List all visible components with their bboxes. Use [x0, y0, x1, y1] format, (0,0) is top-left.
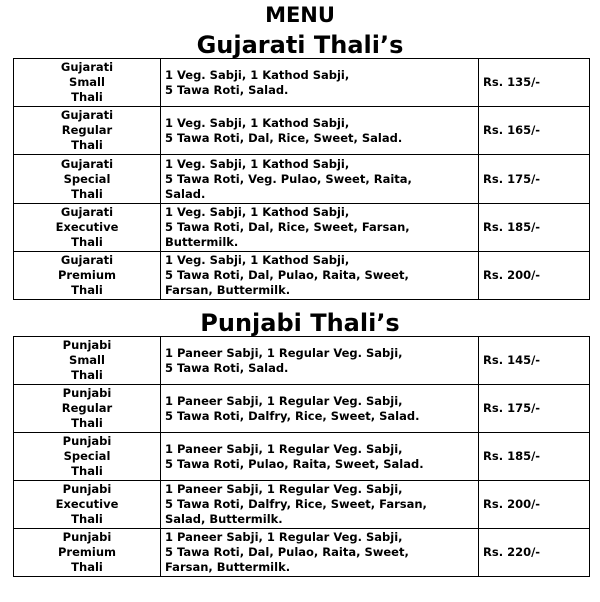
- thali-name: [14, 204, 161, 252]
- thali-name: [14, 433, 161, 481]
- thali-description-line: Farsan, Buttermilk.: [165, 283, 291, 297]
- thali-description-line: 5 Tawa Roti, Dalfry, Rice, Sweet, Salad.: [165, 408, 420, 423]
- thali-name: [14, 155, 161, 204]
- thali-name-line: Thali: [71, 464, 103, 478]
- thali-description-line: 5 Tawa Roti, Dal, Rice, Sweet, Salad.: [165, 130, 403, 145]
- thali-description: [161, 433, 479, 481]
- thali-name: [14, 529, 161, 577]
- thali-name-line: Thali: [71, 416, 103, 430]
- thali-price: Rs. 175/-: [479, 155, 590, 204]
- menu-row: [14, 107, 590, 155]
- thali-price: Rs. 145/-: [479, 337, 590, 385]
- thali-name-line: Punjabi: [62, 482, 112, 496]
- thali-description-line: Salad.: [165, 186, 206, 201]
- thali-price: Rs. 185/-: [479, 433, 590, 481]
- thali-name: [14, 385, 161, 433]
- thali-description-line: 5 Tawa Roti, Pulao, Raita, Sweet, Salad.: [165, 456, 424, 471]
- thali-description: [161, 59, 479, 107]
- thali-name-line: Punjabi: [62, 338, 112, 352]
- thali-description-line: 1 Paneer Sabji, 1 Regular Veg. Sabji,: [165, 441, 403, 456]
- thali-name-line: Executive: [55, 497, 119, 511]
- thali-description-line: 5 Tawa Roti, Dal, Pulao, Raita, Sweet,: [165, 268, 409, 282]
- thali-name: [14, 252, 161, 300]
- thali-name-line: Punjabi: [62, 530, 112, 544]
- thali-description-line: Farsan, Buttermilk.: [165, 560, 291, 574]
- thali-description-line: Salad, Buttermilk.: [165, 512, 283, 526]
- thali-price: Rs. 200/-: [479, 252, 590, 300]
- thali-description-line: 5 Tawa Roti, Dal, Rice, Sweet, Farsan,: [165, 220, 410, 234]
- thali-description-line: 1 Veg. Sabji, 1 Kathod Sabji,: [165, 205, 350, 219]
- thali-name-line: Regular: [61, 123, 113, 137]
- thali-name-line: Gujarati: [60, 156, 114, 171]
- thali-name-line: Thali: [71, 512, 103, 526]
- thali-description-line: 5 Tawa Roti, Dalfry, Rice, Sweet, Farsan,: [165, 497, 427, 511]
- thali-description-line: 5 Tawa Roti, Salad.: [165, 360, 289, 375]
- thali-name-line: Small: [69, 353, 105, 367]
- thali-description: [161, 107, 479, 155]
- thali-name-line: Thali: [71, 186, 103, 201]
- thali-name-line: Premium: [58, 268, 116, 282]
- thali-description: [161, 155, 479, 204]
- thali-name-line: Thali: [71, 283, 103, 297]
- thali-description-line: 5 Tawa Roti, Salad.: [165, 82, 289, 97]
- thali-name: [14, 59, 161, 107]
- thali-description: [161, 204, 479, 252]
- menu-row: [14, 433, 590, 481]
- thali-description-line: 1 Paneer Sabji, 1 Regular Veg. Sabji,: [165, 393, 403, 408]
- thali-name-line: Thali: [71, 368, 103, 382]
- thali-price: Rs. 135/-: [479, 59, 590, 107]
- thali-description-line: 1 Paneer Sabji, 1 Regular Veg. Sabji,: [165, 530, 403, 544]
- thali-name-line: Thali: [71, 138, 103, 152]
- gujarati-thali-table: [13, 58, 590, 300]
- menu-row: [14, 252, 590, 300]
- thali-description: [161, 385, 479, 433]
- thali-name: [14, 107, 161, 155]
- thali-description-line: Buttermilk.: [165, 235, 239, 249]
- thali-name: [14, 337, 161, 385]
- thali-name-line: Thali: [71, 235, 103, 249]
- thali-name-line: Special: [63, 449, 111, 463]
- thali-name-line: Punjabi: [62, 434, 112, 448]
- thali-name-line: Gujarati: [60, 205, 114, 219]
- thali-price: Rs. 220/-: [479, 529, 590, 577]
- thali-name: [14, 481, 161, 529]
- thali-name-line: Special: [63, 171, 111, 186]
- gujarati-thali-heading: Gujarati Thali’s: [196, 31, 404, 59]
- punjabi-thali-heading: Punjabi Thali’s: [200, 309, 400, 337]
- thali-name-line: Gujarati: [60, 108, 114, 122]
- menu-row: [14, 337, 590, 385]
- thali-name-line: Regular: [61, 401, 113, 415]
- thali-name-line: Gujarati: [60, 253, 114, 267]
- thali-description: [161, 529, 479, 577]
- thali-name-line: Thali: [71, 90, 103, 104]
- thali-description-line: 1 Veg. Sabji, 1 Kathod Sabji,: [165, 253, 350, 267]
- thali-description-line: 5 Tawa Roti, Veg. Pulao, Sweet, Raita,: [165, 171, 412, 186]
- thali-description-line: 1 Paneer Sabji, 1 Regular Veg. Sabji,: [165, 482, 403, 496]
- thali-name-line: Executive: [55, 220, 119, 234]
- menu-row: [14, 385, 590, 433]
- punjabi-thali-table: [13, 336, 590, 577]
- menu-row: [14, 529, 590, 577]
- thali-price: Rs. 175/-: [479, 385, 590, 433]
- thali-description-line: 1 Veg. Sabji, 1 Kathod Sabji,: [165, 156, 350, 171]
- thali-description: [161, 481, 479, 529]
- thali-price: Rs. 165/-: [479, 107, 590, 155]
- menu-row: [14, 481, 590, 529]
- thali-price: Rs. 185/-: [479, 204, 590, 252]
- thali-name-line: Small: [69, 75, 105, 89]
- menu-row: [14, 155, 590, 204]
- thali-name-line: Punjabi: [62, 386, 112, 400]
- thali-description: [161, 252, 479, 300]
- thali-description-line: 5 Tawa Roti, Dal, Pulao, Raita, Sweet,: [165, 545, 409, 559]
- thali-name-line: Gujarati: [60, 60, 114, 74]
- thali-name-line: Premium: [58, 545, 116, 559]
- thali-description-line: 1 Paneer Sabji, 1 Regular Veg. Sabji,: [165, 345, 403, 360]
- thali-description: [161, 337, 479, 385]
- thali-description-line: 1 Veg. Sabji, 1 Kathod Sabji,: [165, 67, 350, 82]
- menu-row: [14, 204, 590, 252]
- thali-description-line: 1 Veg. Sabji, 1 Kathod Sabji,: [165, 115, 350, 130]
- thali-price: Rs. 200/-: [479, 481, 590, 529]
- thali-name-line: Thali: [71, 560, 103, 574]
- menu-row: [14, 59, 590, 107]
- menu-title: MENU: [265, 3, 335, 27]
